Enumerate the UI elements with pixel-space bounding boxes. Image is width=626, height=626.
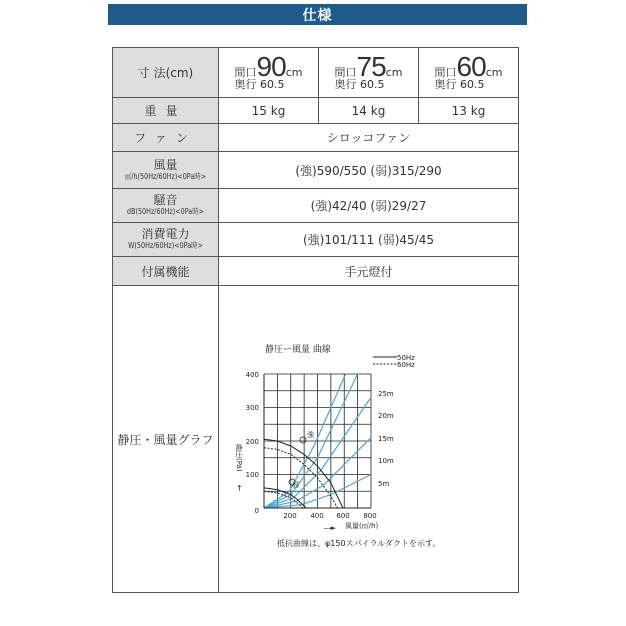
duct-label-20m: 20m (378, 412, 394, 420)
fan-row (113, 124, 519, 152)
y-tick-label: 300 (245, 404, 259, 412)
duct-label-25m: 25m (378, 390, 394, 398)
y-tick-label: 400 (245, 371, 259, 379)
weight-row (113, 98, 519, 124)
x-tick-label: 800 (363, 512, 377, 520)
depth-value: 奥行 60.5 (334, 78, 385, 91)
strong-marker (300, 437, 306, 443)
width-prefix: 間口 (334, 66, 357, 79)
x-axis-label: 風量(㎥/h) (345, 522, 379, 530)
airflow-label-cell (113, 152, 219, 189)
power-sublabel: W(50Hz/60Hz)<0Pa時> (128, 241, 203, 250)
weight-label: 重量 (113, 98, 219, 124)
chart-labels (235, 371, 440, 548)
duct-label-15m: 15m (378, 435, 394, 443)
graph-row (113, 286, 519, 593)
x-tick-label: 600 (336, 512, 350, 520)
accessory-row (113, 257, 519, 286)
strong-label: 強 (307, 431, 314, 439)
graph-cell (219, 286, 519, 593)
width-prefix: 間口 (234, 66, 257, 79)
weight-value-75: 14 kg (319, 98, 419, 124)
accessory-value: 手元燈付 (219, 257, 519, 286)
graph-label: 静圧・風量グラフ (113, 286, 219, 593)
legend-60hz: 60Hz (397, 361, 415, 369)
width-value: 75 (356, 51, 386, 82)
legend-50hz: 50Hz (397, 354, 415, 362)
width-unit: cm (385, 66, 403, 79)
airflow-value: (強)590/550 (弱)315/290 (219, 152, 519, 189)
y-tick-label: 100 (245, 471, 259, 479)
section-title: 仕様 (302, 7, 333, 24)
dimensions-label: 寸 法(cm) (113, 48, 219, 98)
power-label: 消費電力 (141, 227, 190, 241)
airflow-label: 風量 (153, 157, 178, 172)
noise-row (113, 189, 519, 223)
weight-value-60: 13 kg (419, 98, 519, 124)
weak-label: 弱 (292, 481, 299, 489)
y-axis-arrow: ↑ (236, 484, 243, 493)
weight-value-90: 15 kg (219, 98, 319, 124)
airflow-row (113, 152, 519, 189)
width-prefix: 間口 (434, 66, 457, 79)
duct-label-5m: 5m (378, 480, 390, 488)
duct-label-10m: 10m (378, 457, 394, 465)
dimensions-row (113, 48, 519, 98)
noise-value: (強)42/40 (弱)29/27 (219, 189, 519, 223)
dimension-cell-90 (219, 48, 319, 98)
accessory-label: 付属機能 (113, 257, 219, 286)
power-label-cell (113, 223, 219, 257)
spec-table (112, 47, 519, 593)
section-title-bar (108, 4, 527, 25)
dimension-cell-60 (419, 48, 519, 98)
width-value: 60 (456, 51, 486, 82)
chart-title: 静圧ー風量 曲線 (265, 345, 331, 355)
depth-value: 奥行 60.5 (234, 78, 285, 91)
width-unit: cm (485, 66, 503, 79)
chart-note: 抵抗曲線は、φ150スパイラルダクトを示す。 (277, 539, 441, 548)
airflow-sublabel: ㎥/h(50Hz/60Hz)<0Pa時> (124, 171, 207, 181)
y-tick-label: 0 (254, 507, 259, 515)
chart-legend (373, 354, 415, 369)
y-axis-label: 静圧(Pa) (235, 444, 243, 472)
fan-value: シロッコファン (219, 124, 519, 152)
power-row (113, 223, 519, 257)
width-unit: cm (285, 66, 303, 79)
fan-label: ファン (113, 124, 219, 152)
x-axis-arrow: ―► (323, 524, 336, 532)
noise-label-cell (113, 189, 219, 223)
x-tick-label: 400 (310, 512, 324, 520)
depth-value: 奥行 60.5 (434, 78, 485, 91)
power-value: (強)101/111 (弱)45/45 (219, 223, 519, 257)
noise-label: 騒音 (153, 193, 178, 207)
dimension-cell-75 (319, 48, 419, 98)
noise-sublabel: dB(50Hz/60Hz)<0Pa時> (127, 207, 204, 216)
y-tick-label: 200 (245, 438, 259, 446)
x-tick-label: 200 (283, 512, 297, 520)
pressure-airflow-chart (219, 286, 517, 593)
width-value: 90 (256, 51, 286, 82)
